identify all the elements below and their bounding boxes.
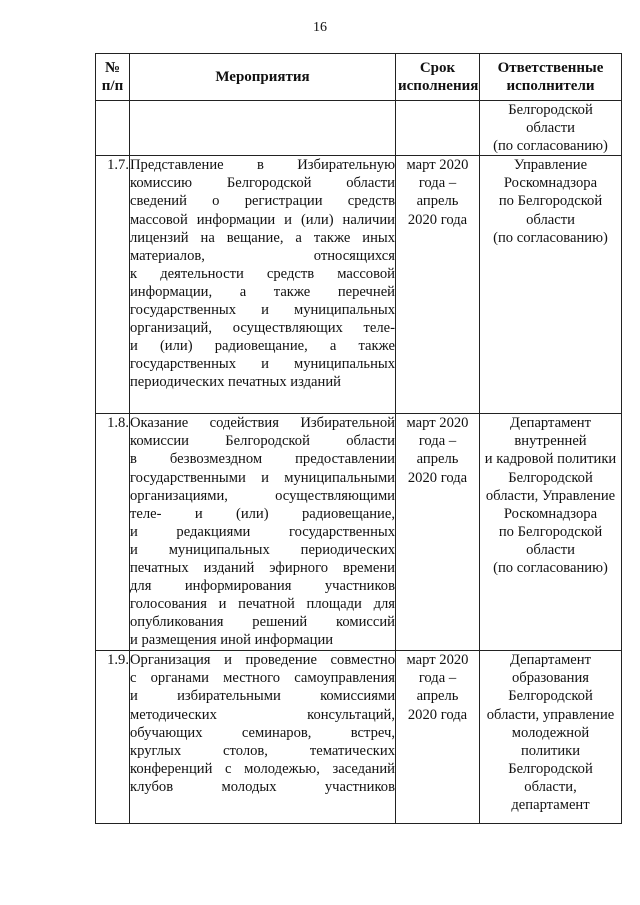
activity-line: голосования и печатной площади для — [130, 596, 395, 613]
table-row-continuation — [96, 101, 622, 156]
responsible-line: Департамент — [510, 652, 591, 669]
activity-line: лицензий на вещание, а также иных — [130, 229, 395, 246]
activity-line: опубликования решений комиссий — [130, 614, 395, 631]
term-line: апрель — [416, 193, 459, 210]
responsible-line: по Белгородской — [498, 193, 603, 210]
activity-line: конференций с молодежью, заседаний — [130, 760, 395, 777]
responsible-line: (по согласованию) — [493, 560, 608, 577]
term-line: 2020 года — [407, 211, 468, 228]
cell-term — [396, 101, 480, 156]
activity-line: и избирательными комиссиями — [130, 688, 395, 705]
header-num — [96, 54, 130, 101]
responsible-line: Белгородской — [508, 102, 593, 118]
responsible-line: политики — [520, 742, 581, 759]
responsible-line: Департамент — [510, 415, 591, 432]
term-line: года – — [418, 670, 457, 687]
term-line: апрель — [416, 451, 459, 468]
activity-line: организациями, осуществляющими — [130, 487, 395, 504]
header-term — [396, 54, 480, 101]
header-activities: Мероприятия — [130, 54, 396, 101]
responsible-line: Белгородской — [508, 688, 593, 705]
header-term-line: Срок — [419, 60, 456, 76]
activity-line: клубов молодых участников — [130, 778, 395, 795]
page-number: 16 — [313, 20, 327, 35]
term-line: 2020 года — [407, 706, 468, 723]
term-line: года – — [418, 433, 457, 450]
table-row — [96, 156, 622, 414]
responsible-line: образования — [512, 670, 589, 687]
term-line: март 2020 — [406, 157, 469, 174]
header-responsible-line: исполнители — [506, 78, 595, 94]
table-row — [96, 414, 622, 651]
term-line: март 2020 — [406, 652, 469, 669]
activity-line: с органами местного самоуправления — [130, 670, 395, 687]
header-term-line: исполнения — [398, 78, 479, 94]
header-responsible — [480, 54, 622, 101]
responsible-line: Роскомнадзора — [503, 505, 598, 522]
responsible-line: и кадровой политики — [484, 451, 617, 468]
cell-responsible — [480, 651, 622, 824]
activity-line: обучающих семинаров, встреч, — [130, 724, 395, 741]
responsible-line: (по согласованию) — [493, 138, 608, 155]
activity-line: к деятельности средств массовой — [130, 265, 395, 282]
activity-line: Представление в Избирательную — [130, 157, 395, 174]
activity-line: периодических печатных изданий — [130, 374, 341, 391]
responsible-line: департамент — [511, 797, 590, 814]
cell-num: 1.8. — [96, 414, 130, 651]
activity-line: и (или) радиовещание, а также — [130, 338, 395, 355]
term-line: апрель — [416, 688, 459, 705]
activity-line: методических консультаций, — [130, 706, 395, 723]
responsible-line: по Белгородской — [498, 523, 603, 540]
header-num-line: п/п — [101, 78, 124, 94]
responsible-line: области — [526, 120, 575, 137]
activity-line: круглых столов, тематических — [130, 742, 395, 759]
responsible-line: внутренней — [514, 433, 587, 450]
activity-line: в безвозмездном предоставлении — [130, 451, 395, 468]
table-header-row — [96, 54, 622, 101]
term-line: 2020 года — [407, 469, 468, 486]
activity-line: государственных и муниципальных — [130, 356, 395, 373]
table-row — [96, 651, 622, 824]
cell-activity — [130, 651, 396, 824]
activity-line: массовой информации и (или) наличии — [130, 211, 395, 228]
activity-line: для информирования участников — [130, 578, 395, 595]
cell-responsible — [480, 414, 622, 651]
responsible-line: Белгородской — [508, 760, 593, 777]
activity-line: государственными и муниципальными — [130, 469, 395, 486]
cell-activity — [130, 101, 396, 156]
cell-num: 1.7. — [96, 156, 130, 414]
activity-line: теле- и (или) радиовещание, — [130, 505, 395, 522]
header-num-line: № — [104, 60, 121, 76]
cell-responsible — [480, 156, 622, 414]
term-line: март 2020 — [406, 415, 469, 432]
responsible-line: области, Управление — [485, 487, 616, 504]
cell-term — [396, 651, 480, 824]
cell-term — [396, 414, 480, 651]
cell-responsible — [480, 101, 622, 156]
cell-activity — [130, 156, 396, 414]
activity-line: информации, а также перечней — [130, 283, 395, 300]
activity-line: и муниципальных периодических — [130, 541, 395, 558]
measures-table — [95, 53, 622, 824]
activity-line: материалов, относящихся — [130, 247, 395, 264]
activity-line: государственных и муниципальных — [130, 302, 395, 319]
responsible-line: области — [526, 211, 575, 228]
activity-line: Оказание содействия Избирательной — [130, 415, 395, 432]
responsible-line: молодежной — [511, 724, 590, 741]
activity-line: комиссию Белгородской области — [130, 175, 395, 192]
cell-num — [96, 101, 130, 156]
cell-num: 1.9. — [96, 651, 130, 824]
activity-line: комиссии Белгородской области — [130, 433, 395, 450]
responsible-line: области, — [524, 778, 577, 795]
activity-line: Организация и проведение совместно — [130, 652, 395, 669]
activity-line: организаций, осуществляющих теле- — [130, 320, 395, 337]
responsible-line: Белгородской — [508, 469, 593, 486]
activity-line: сведений о регистрации средств — [130, 193, 395, 210]
cell-activity — [130, 414, 396, 651]
responsible-line: (по согласованию) — [493, 229, 608, 246]
activity-line: и редакциями государственных — [130, 523, 395, 540]
header-responsible-line: Ответственные — [497, 60, 604, 76]
activity-line: печатных изданий эфирного времени — [130, 560, 395, 577]
responsible-line: области, управление — [486, 706, 615, 723]
term-line: года – — [418, 175, 457, 192]
responsible-line: Управление — [513, 157, 588, 174]
cell-term — [396, 156, 480, 414]
activity-line: и размещения иной информации — [130, 632, 334, 649]
responsible-line: области — [526, 541, 575, 558]
responsible-line: Роскомнадзора — [503, 175, 598, 192]
